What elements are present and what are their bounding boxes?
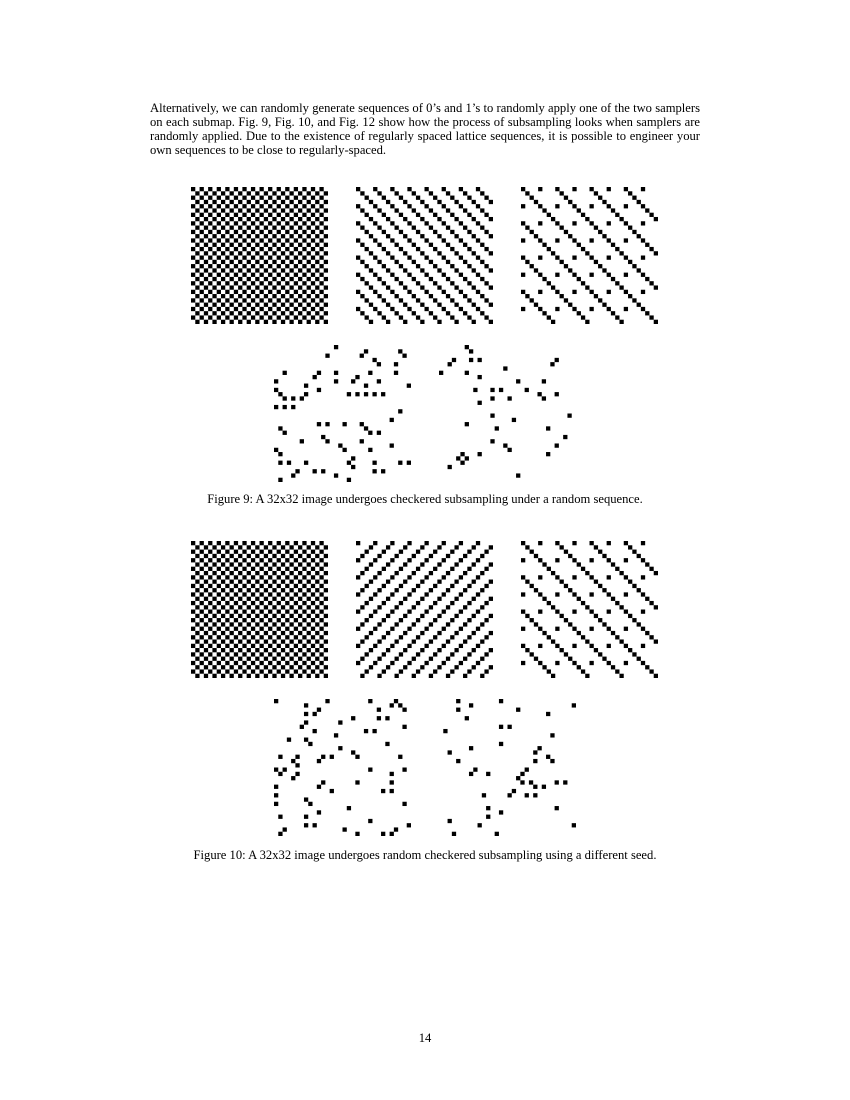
body-paragraph: Alternatively, we can randomly generate sequences of 0’s and 1’s to randomly apply one of the two samplers on each submap. Fig. 9, Fig. 10, and Fig. 12 show how the process of subsampling looks when samplers are randomly applied. Due to the existence of regularly spaced lattice sequences, it is possible to engineer your own sequences to be close to regularly-spaced.: [150, 101, 700, 157]
fig10-panel-checkerboard: [191, 541, 328, 678]
page-number: 14: [418, 1031, 432, 1045]
fig10-panel-random-very-sparse: [439, 699, 576, 836]
fig9-panel-checkerboard: [191, 187, 328, 324]
fig9-panel-diagonal-stripes: [356, 187, 493, 324]
fig9-panel-sparse-lattice: [521, 187, 658, 324]
fig9-panel-random-sparse: [274, 345, 411, 482]
fig10-panel-random-sparse: [274, 699, 411, 836]
fig9-panel-random-very-sparse: [439, 345, 576, 482]
figure-9-caption: Figure 9: A 32x32 image undergoes checkered subsampling under a random sequence.: [207, 492, 643, 506]
fig10-panel-sparse-lattice: [521, 541, 658, 678]
fig10-panel-diagonal-stripes: [356, 541, 493, 678]
figure-10-caption: Figure 10: A 32x32 image undergoes random checkered subsampling using a different seed.: [193, 848, 657, 862]
